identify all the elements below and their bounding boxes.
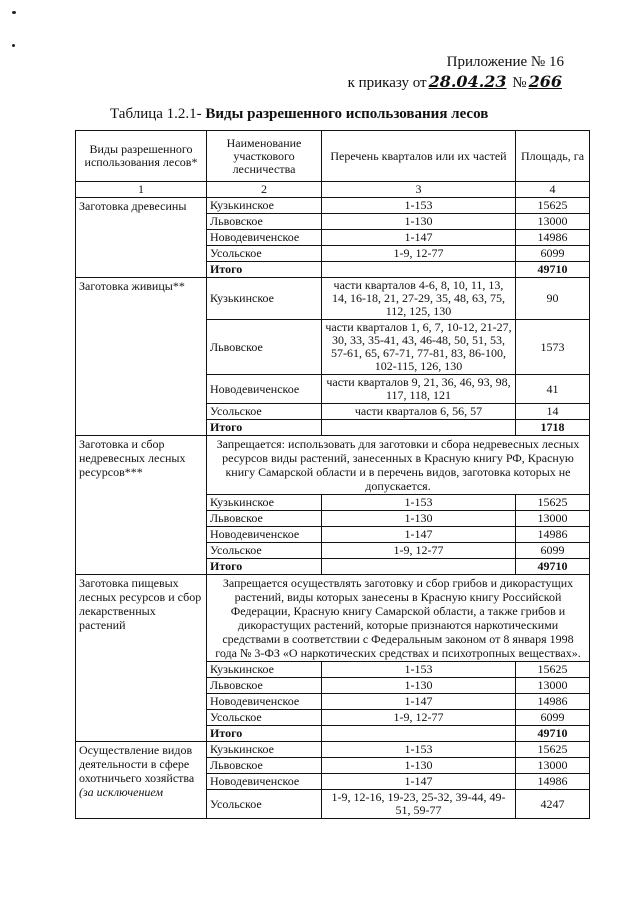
empty-cell — [322, 262, 516, 278]
use-kind-text: Осуществление видов деятельности в сфере охотничьего хозяйства — [79, 743, 195, 785]
area: 13000 — [516, 758, 590, 774]
forestry-name: Новодевиченское — [207, 230, 322, 246]
table-row — [76, 742, 590, 758]
column-number: 4 — [516, 182, 590, 198]
area: 15625 — [516, 198, 590, 214]
forestry-name: Новодевиченское — [207, 375, 322, 404]
use-kind: Заготовка и сбор недревесных лесных ресурсов*** — [76, 436, 207, 575]
quarters: 1-147 — [322, 527, 516, 543]
table-row — [76, 198, 590, 214]
quarters: 1-130 — [322, 758, 516, 774]
area: 13000 — [516, 678, 590, 694]
area: 15625 — [516, 662, 590, 678]
notice-row — [76, 575, 590, 662]
quarters: 1-9, 12-16, 19-23, 25-32, 39-44, 49-51, 59-77 — [322, 790, 516, 819]
forestry-name: Львовское — [207, 511, 322, 527]
header-cell: Наименование участкового лесничества — [207, 131, 322, 182]
total-area: 49710 — [516, 559, 590, 575]
column-number: 2 — [207, 182, 322, 198]
header-cell: Перечень кварталов или их частей — [322, 131, 516, 182]
area: 15625 — [516, 495, 590, 511]
order-prefix: к приказу от — [347, 75, 427, 91]
total-area: 49710 — [516, 262, 590, 278]
forestry-name: Львовское — [207, 320, 322, 375]
area: 13000 — [516, 214, 590, 230]
use-kind-note: (за исключением — [79, 785, 164, 799]
area: 14 — [516, 404, 590, 420]
header-cell: Виды разрешенного использования лесов* — [76, 131, 207, 182]
quarters: 1-130 — [322, 511, 516, 527]
area: 14986 — [516, 694, 590, 710]
area: 14986 — [516, 230, 590, 246]
empty-cell — [322, 726, 516, 742]
quarters: 1-147 — [322, 774, 516, 790]
use-kind — [76, 742, 207, 819]
total-area: 49710 — [516, 726, 590, 742]
quarters: части кварталов 1, 6, 7, 10-12, 21-27, 30, 33, 35-41, 43, 46-48, 50, 51, 53, 57-61, 65, 67-71, 77-81, 83, 86-100, 102-115, 126, 130 — [322, 320, 516, 375]
forestry-name: Новодевиченское — [207, 527, 322, 543]
appendix-line: Приложение № 16 — [446, 54, 564, 70]
empty-cell — [322, 420, 516, 436]
quarters: 1-153 — [322, 662, 516, 678]
use-kind: Заготовка древесины — [76, 198, 207, 278]
forestry-name: Кузькинское — [207, 662, 322, 678]
appendix-block — [348, 53, 564, 93]
area: 14986 — [516, 774, 590, 790]
forestry-name: Усольское — [207, 543, 322, 559]
area: 6099 — [516, 710, 590, 726]
total-label: Итого — [207, 262, 322, 278]
total-label: Итого — [207, 559, 322, 575]
table-row — [76, 278, 590, 320]
quarters: 1-130 — [322, 214, 516, 230]
area: 4247 — [516, 790, 590, 819]
caption-title: Виды разрешенного использования лесов — [205, 106, 489, 122]
forestry-name: Кузькинское — [207, 278, 322, 320]
quarters: 1-153 — [322, 198, 516, 214]
forestry-name: Усольское — [207, 710, 322, 726]
quarters: 1-130 — [322, 678, 516, 694]
table-caption — [110, 106, 488, 123]
restriction-notice: Запрещается осуществлять заготовку и сбор грибов и дикорастущих растений, виды которых занесены в Красную книгу Российской Федерации, Красную книгу Самарской области, а также грибов и дикорастущих растений, которые признаются наркотическими средствами в соответствии с Федеральным законом от 8 января 1998 года № 3-ФЗ «О наркотических средствах и психотропных веществах». — [207, 575, 590, 662]
area: 6099 — [516, 246, 590, 262]
quarters: 1-9, 12-77 — [322, 246, 516, 262]
total-label: Итого — [207, 726, 322, 742]
quarters: части кварталов 4-6, 8, 10, 11, 13, 14, 16-18, 21, 27-29, 35, 48, 63, 75, 112, 125, 130 — [322, 278, 516, 320]
quarters: 1-9, 12-77 — [322, 710, 516, 726]
column-number: 3 — [322, 182, 516, 198]
quarters: 1-153 — [322, 495, 516, 511]
forestry-name: Львовское — [207, 758, 322, 774]
quarters: 1-153 — [322, 742, 516, 758]
forestry-name: Новодевиченское — [207, 774, 322, 790]
order-number-label: № — [512, 75, 527, 91]
order-reference — [348, 72, 564, 93]
forestry-name: Кузькинское — [207, 742, 322, 758]
order-date: 28.04.23 — [428, 72, 507, 91]
column-number-row — [76, 182, 590, 198]
total-label: Итого — [207, 420, 322, 436]
area: 14986 — [516, 527, 590, 543]
restriction-notice: Запрещается: использовать для заготовки и сбора недревесных лесных ресурсов виды растений, занесенных в Красную книгу РФ, Красную книгу Самарской области и в перечень видов, заготовка которых не допускается. — [207, 436, 590, 495]
forestry-name: Кузькинское — [207, 198, 322, 214]
area: 41 — [516, 375, 590, 404]
forestry-name: Новодевиченское — [207, 694, 322, 710]
area: 90 — [516, 278, 590, 320]
forestry-name: Усольское — [207, 246, 322, 262]
forestry-name: Львовское — [207, 678, 322, 694]
forestry-name: Львовское — [207, 214, 322, 230]
empty-cell — [322, 559, 516, 575]
caption-prefix: Таблица 1.2.1- — [110, 106, 202, 122]
notice-row — [76, 436, 590, 495]
total-area: 1718 — [516, 420, 590, 436]
scan-speck — [12, 44, 15, 47]
header-row — [76, 131, 590, 182]
quarters: 1-147 — [322, 694, 516, 710]
area: 1573 — [516, 320, 590, 375]
scan-speck — [12, 11, 16, 14]
quarters: части кварталов 6, 56, 57 — [322, 404, 516, 420]
area: 15625 — [516, 742, 590, 758]
quarters: части кварталов 9, 21, 36, 46, 93, 98, 117, 118, 121 — [322, 375, 516, 404]
area: 13000 — [516, 511, 590, 527]
order-number: 266 — [528, 72, 562, 91]
area: 6099 — [516, 543, 590, 559]
quarters: 1-9, 12-77 — [322, 543, 516, 559]
column-number: 1 — [76, 182, 207, 198]
quarters: 1-147 — [322, 230, 516, 246]
header-cell: Площадь, га — [516, 131, 590, 182]
forestry-name: Кузькинское — [207, 495, 322, 511]
forestry-name: Усольское — [207, 790, 322, 819]
use-kind: Заготовка живицы** — [76, 278, 207, 436]
use-kind: Заготовка пищевых лесных ресурсов и сбор лекарственных растений — [76, 575, 207, 742]
forestry-name: Усольское — [207, 404, 322, 420]
forest-use-table — [75, 130, 590, 819]
